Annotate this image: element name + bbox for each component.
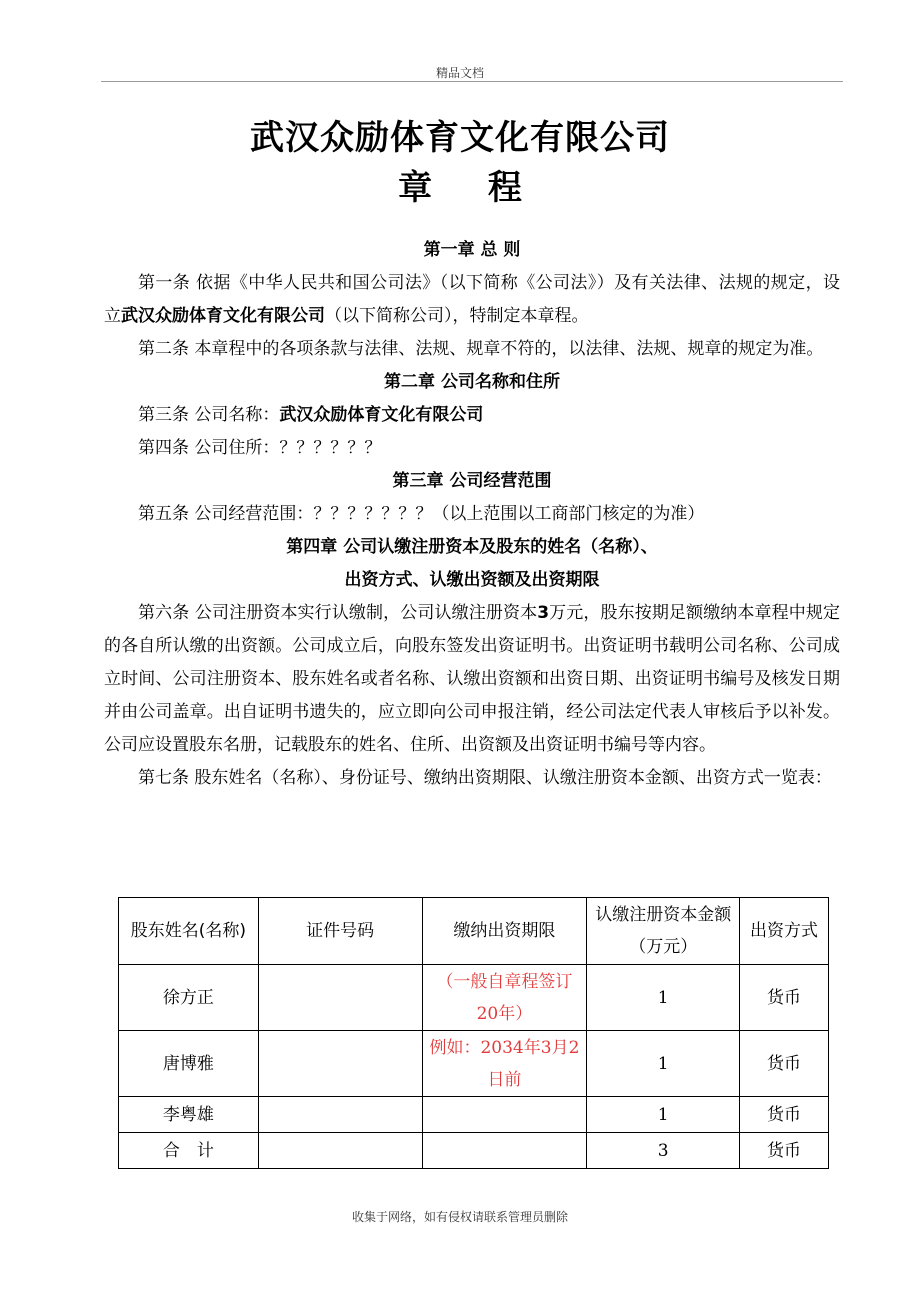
article-2: 第二条 本章程中的各项条款与法律、法规、规章不符的，以法律、法规、规章的规定为准。 xyxy=(138,339,824,359)
article-6-capital-amount: 3 xyxy=(537,603,550,623)
chapter-4-heading-line-1: 第四章 公司认缴注册资本及股东的姓名（名称）、 xyxy=(286,537,658,557)
cell-method: 货币 xyxy=(740,1031,829,1097)
table-total-row xyxy=(119,1133,829,1169)
article-5: 第五条 公司经营范围：？？？？？？？（以上范围以工商部门核定的为准） xyxy=(138,504,705,524)
cell-term xyxy=(422,1097,587,1133)
article-1-text-b: （以下简称公司），特制定本章程。 xyxy=(325,306,589,326)
cell-term: 例如：2034年3月2日前 xyxy=(422,1031,587,1097)
article-7: 第七条 股东姓名（名称）、身份证号、缴纳出资期限、认缴注册资本金额、出资方式一览表： xyxy=(138,768,832,788)
chapter-4-heading-line-2: 出资方式、认缴出资额及出资期限 xyxy=(344,570,600,590)
cell-name: 唐博雅 xyxy=(119,1031,259,1097)
article-1-company-name: 武汉众励体育文化有限公司 xyxy=(121,306,325,326)
cell-term: （一般自章程签订20年） xyxy=(422,965,587,1031)
cell-id xyxy=(258,1133,422,1169)
table-row xyxy=(119,965,829,1031)
table-row xyxy=(119,1031,829,1097)
header-payment-term: 缴纳出资期限 xyxy=(422,898,587,965)
cell-amount: 1 xyxy=(587,1097,740,1133)
page-footer: 收集于网络，如有侵权请联系管理员删除 xyxy=(351,1210,568,1224)
document-subtitle: 章 程 xyxy=(398,168,544,208)
article-3-label: 第三条 公司名称： xyxy=(138,405,280,425)
article-3-company-name: 武汉众励体育文化有限公司 xyxy=(279,405,484,425)
chapter-3-heading: 第三章 公司经营范围 xyxy=(392,471,552,491)
cell-term xyxy=(422,1133,587,1169)
article-6-text-a: 第六条 公司注册资本实行认缴制，公司认缴注册资本 xyxy=(138,603,538,623)
cell-method: 货币 xyxy=(740,1097,829,1133)
cell-id xyxy=(258,1097,422,1133)
article-1 xyxy=(104,267,840,333)
header-contribution-method: 出资方式 xyxy=(740,898,829,965)
article-1-text-a: 第一条 依据《中华人民共和国公司法》（以下简称《公司法》）及有关法律、法规的规定，设立 xyxy=(104,273,840,326)
cell-id xyxy=(258,1031,422,1097)
header-id-number: 证件号码 xyxy=(258,898,422,965)
article-6-text-b: 万元，股东按期足额缴纳本章程中规定的各自所认缴的出资额。公司成立后，向股东签发出资证明书。出资证明书载明公司名称、公司成立时间、公司注册资本、股东姓名或者名称、认缴出资额和出资日期、出资证明书编号及核发日期并由公司盖章。出自证明书遗失的，应立即向公司申报注销，经公司法定代表人审核后予以补发。公司应设置股东名册，记载股东的姓名、住所、出资额及出资证明书编号等内容。 xyxy=(104,603,841,755)
header-divider xyxy=(101,81,843,82)
cell-name: 徐方正 xyxy=(119,965,259,1031)
article-3 xyxy=(104,399,840,432)
chapter-2-heading: 第二章 公司名称和住所 xyxy=(384,372,560,392)
header-shareholder-name: 股东姓名(名称) xyxy=(119,898,259,965)
table-header-row xyxy=(119,898,829,965)
chapter-1-heading: 第一章 总 则 xyxy=(423,240,521,260)
cell-name: 李粤雄 xyxy=(119,1097,259,1133)
shareholder-table xyxy=(118,897,829,1169)
cell-id xyxy=(258,965,422,1031)
cell-method: 货币 xyxy=(740,965,829,1031)
cell-amount: 1 xyxy=(587,965,740,1031)
cell-name: 合 计 xyxy=(119,1133,259,1169)
page-header: 精品文档 xyxy=(435,66,484,80)
cell-amount: 3 xyxy=(587,1133,740,1169)
cell-amount: 1 xyxy=(587,1031,740,1097)
article-4: 第四条 公司住所：？？？？？？ xyxy=(138,438,382,458)
document-title: 武汉众励体育文化有限公司 xyxy=(250,118,670,158)
article-6 xyxy=(104,597,840,762)
table-row xyxy=(119,1097,829,1133)
cell-method: 货币 xyxy=(740,1133,829,1169)
header-subscribed-amount: 认缴注册资本金额（万元） xyxy=(587,898,740,965)
document-body xyxy=(104,234,840,795)
